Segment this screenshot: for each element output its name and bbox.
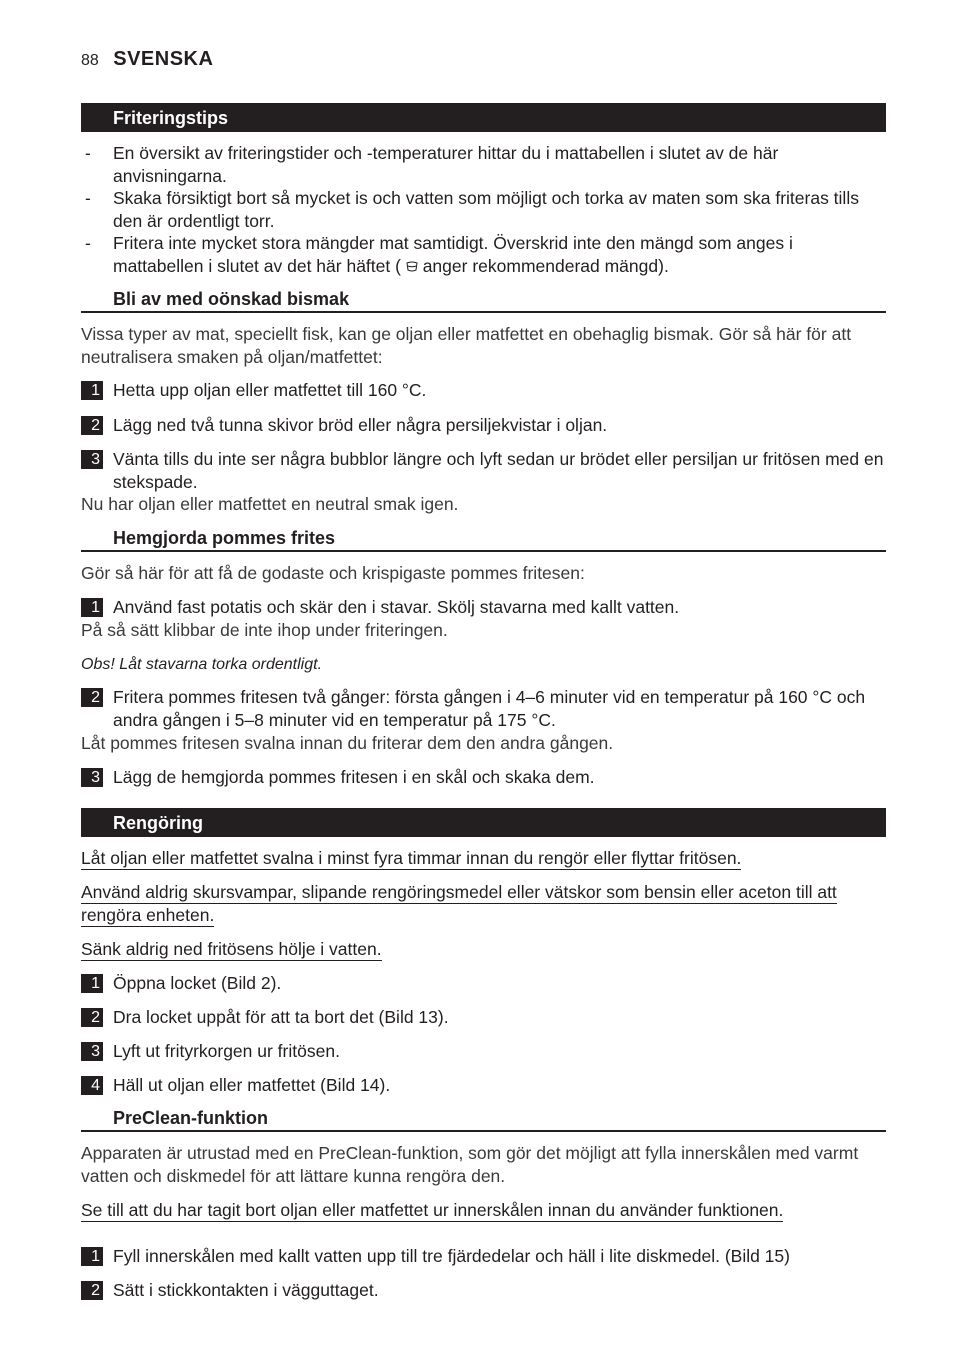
language-title: SVENSKA	[113, 48, 214, 70]
step-text: Använd fast potatis och skär den i stavar. Skölj stavarna med kallt vatten.	[113, 597, 680, 617]
paragraph: På så sätt klibbar de inte ihop under friteringen.	[81, 620, 448, 640]
step-text: Lägg ned två tunna skivor bröd eller några persiljekvistar i oljan.	[113, 415, 608, 435]
warning	[81, 1199, 886, 1222]
step-item	[81, 766, 886, 789]
note: Obs! Låt stavarna torka ordentligt.	[81, 656, 323, 673]
step-item	[81, 1074, 886, 1097]
step-item	[81, 448, 886, 494]
step-item	[81, 972, 886, 995]
step-text: Fritera pommes fritesen två gånger: första gången i 4–6 minuter vid en temperatur på 160 °C och andra gången i 5–8 minuter vid en temperatur på 175 °C.	[113, 687, 866, 730]
step-number: 1	[81, 598, 103, 617]
step-number: 2	[81, 1008, 103, 1027]
step-number: 2	[81, 688, 103, 707]
section-heading-preclean: PreClean-funktion	[81, 1108, 886, 1132]
bullet-dash: -	[85, 143, 91, 163]
step-item	[81, 379, 886, 402]
paragraph: Vissa typer av mat, speciellt fisk, kan ge oljan eller matfettet en obehaglig bismak. Gör så här för att neutralisera smaken på oljan/matfettet:	[81, 324, 852, 367]
section-heading-friteringstips: Friteringstips	[81, 103, 886, 132]
step-text: Öppna locket (Bild 2).	[113, 973, 282, 993]
step-number: 3	[81, 1042, 103, 1061]
step-item	[81, 1245, 886, 1268]
step-number: 3	[81, 768, 103, 787]
step-item	[81, 686, 886, 732]
paragraph: Gör så här för att få de godaste och krispigaste pommes fritesen:	[81, 563, 585, 583]
step-item	[81, 596, 886, 619]
bullet-dash: -	[85, 233, 91, 253]
step-text: Dra locket uppåt för att ta bort det (Bild 13).	[113, 1007, 449, 1027]
step-number: 4	[81, 1076, 103, 1095]
step-item	[81, 1040, 886, 1063]
warning	[81, 881, 886, 927]
step-item	[81, 1006, 886, 1029]
section-heading-bismak: Bli av med oönskad bismak	[81, 289, 886, 313]
bullet-text	[113, 232, 886, 278]
step-text: Häll ut oljan eller matfettet (Bild 14).	[113, 1075, 391, 1095]
page-header	[81, 48, 213, 74]
step-number: 1	[81, 974, 103, 993]
bullet-text-part: anger rekommenderad mängd).	[422, 256, 669, 276]
step-text: Sätt i stickkontakten i vägguttaget.	[113, 1280, 379, 1300]
bullet-text: Skaka försiktigt bort så mycket is och vatten som möjligt och torka av maten som ska friteras tills den är ordentligt torr.	[113, 188, 859, 231]
paragraph: Låt pommes fritesen svalna innan du friterar dem den andra gången.	[81, 733, 614, 753]
page-number: 88	[81, 52, 99, 69]
step-number: 2	[81, 416, 103, 435]
bullet-item	[81, 232, 886, 278]
paragraph: Nu har oljan eller matfettet en neutral smak igen.	[81, 494, 459, 514]
glass-icon	[406, 261, 418, 273]
step-item	[81, 1279, 886, 1302]
warning-text: Se till att du har tagit bort oljan eller matfettet ur innerskålen innan du använder funktionen.	[81, 1200, 784, 1220]
warning	[81, 847, 886, 870]
step-text: Vänta tills du inte ser några bubblor längre och lyft sedan ur brödet eller persiljan ur fritösen med en stekspade.	[113, 449, 884, 492]
warning-text: Sänk aldrig ned fritösens hölje i vatten.	[81, 939, 382, 959]
step-text: Lägg de hemgjorda pommes fritesen i en skål och skaka dem.	[113, 767, 595, 787]
step-number: 2	[81, 1281, 103, 1300]
step-item	[81, 414, 886, 437]
step-text: Hetta upp oljan eller matfettet till 160 °C.	[113, 380, 427, 400]
step-number: 1	[81, 1247, 103, 1266]
step-number: 1	[81, 381, 103, 400]
section-heading-pommes: Hemgjorda pommes frites	[81, 528, 886, 552]
bullet-text: En översikt av friteringstider och -temperaturer hittar du i mattabellen i slutet av de här anvisningarna.	[113, 143, 779, 186]
step-number: 3	[81, 450, 103, 469]
warning-text: Använd aldrig skursvampar, slipande rengöringsmedel eller vätskor som bensin eller aceton till att rengöra enheten.	[81, 882, 837, 925]
step-text: Fyll innerskålen med kallt vatten upp till tre fjärdedelar och häll i lite diskmedel. (Bild 15)	[113, 1246, 790, 1266]
paragraph: Apparaten är utrustad med en PreClean-funktion, som gör det möjligt att fylla innerskålen med varmt vatten och diskmedel för att lättare kunna rengöra den.	[81, 1143, 859, 1186]
warning	[81, 938, 886, 961]
step-text: Lyft ut frityrkorgen ur fritösen.	[113, 1041, 340, 1061]
warning-text: Låt oljan eller matfettet svalna i minst fyra timmar innan du rengör eller flyttar fritösen.	[81, 848, 742, 868]
section-heading-rengoring: Rengöring	[81, 808, 886, 837]
bullet-text-part: Fritera inte mycket stora mängder mat samtidigt. Överskrid inte den mängd som anges i mattabellen i slutet av det här häftet (	[113, 233, 793, 276]
bullet-item	[81, 187, 886, 233]
bullet-item	[81, 142, 886, 188]
bullet-dash: -	[85, 188, 91, 208]
